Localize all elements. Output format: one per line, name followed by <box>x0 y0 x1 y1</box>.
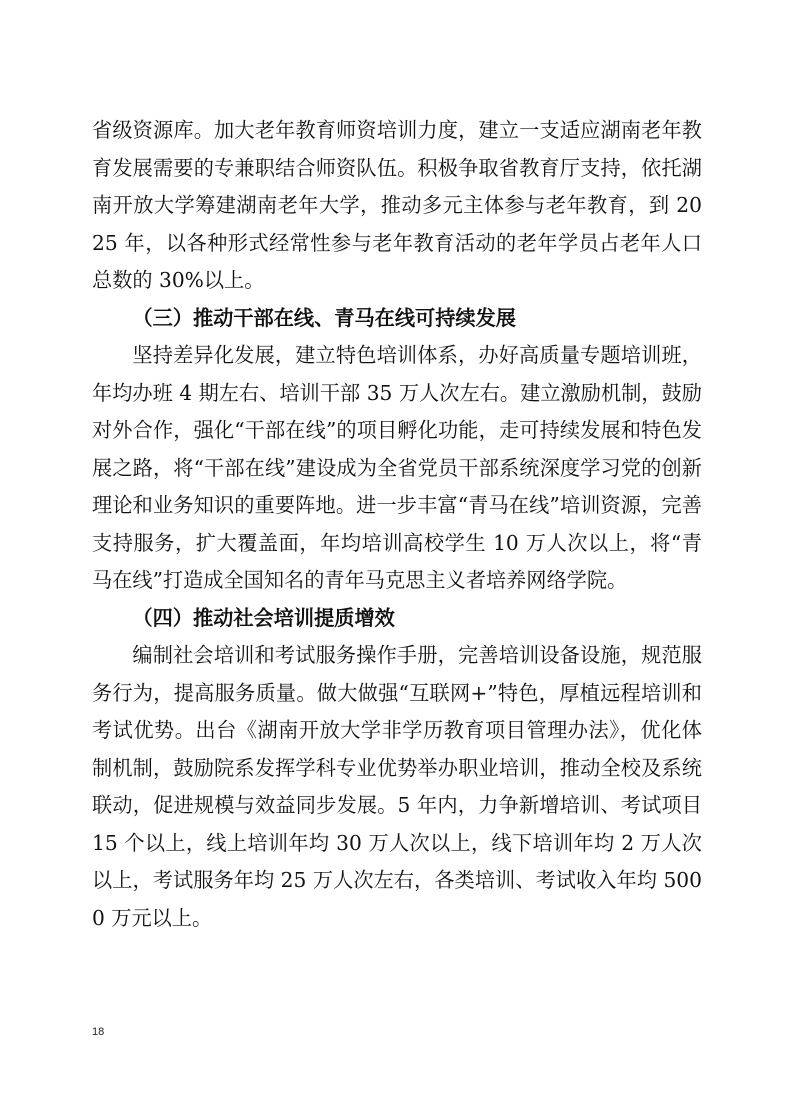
section-heading: （三）推动干部在线、青马在线可持续发展 <box>132 305 516 330</box>
body-paragraph: 坚持差异化发展，建立特色培训体系，办好高质量专题培训班，年均办班 4 期左右、培训干部 35 万人次左右。建立激励机制，鼓励对外合作，强化“干部在线”的项目孵化功能，走可持续发展和特色发展之路，将“干部在线”建设成为全省党员干部系统深度学习党的创新理论和业务知识的重要阵地。进一步丰富“青马在线”培训资源，完善支持服务，扩大覆盖面，年均培训高校学生 10 万人次以上，将“青马在线”打造成全国知名的青年马克思主义者培养网络学院。 <box>92 343 702 592</box>
section-heading: （四）推动社会培训提质增效 <box>132 605 395 630</box>
body-paragraph: 编制社会培训和考试服务操作手册，完善培训设备设施，规范服务行为，提高服务质量。做大做强“互联网+”特色，厚植远程培训和考试优势。出台《湖南开放大学非学历教育项目管理办法》，优化体制机制，鼓励院系发挥学科专业优势举办职业培训，推动全校及系统联动，促进规模与效益同步发展。5 年内，力争新增培训、考试项目 15 个以上，线上培训年均 30 万人次以上，线下培训年均 2 万人次以上，考试服务年均 25 万人次左右，各类培训、考试收入年均 5000 万元以上。 <box>92 643 702 930</box>
document-body <box>92 112 702 937</box>
page-number: 18 <box>92 1026 105 1038</box>
body-paragraph: 省级资源库。加大老年教育师资培训力度，建立一支适应湖南老年教育发展需要的专兼职结合师资队伍。积极争取省教育厅支持，依托湖南开放大学筹建湖南老年大学，推动多元主体参与老年教育，到 2025 年，以各种形式经常性参与老年教育活动的老年学员占老年人口总数的 30%以上。 <box>92 118 702 292</box>
